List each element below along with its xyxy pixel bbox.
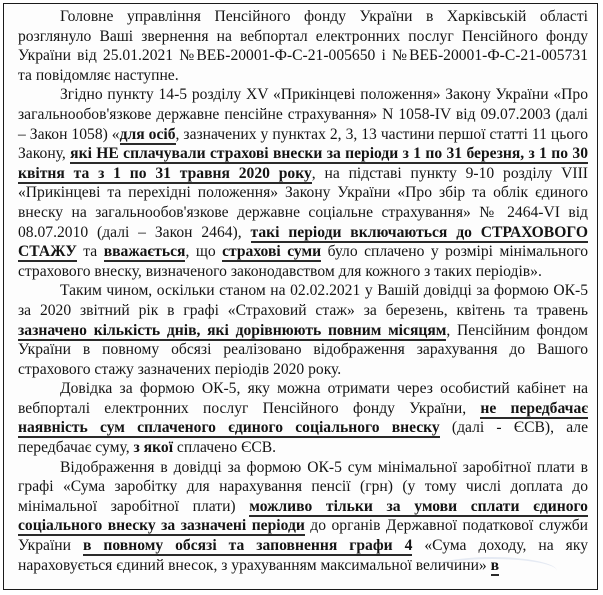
paragraph-law-reference — [18, 85, 588, 281]
emphasized-text: для осіб — [119, 125, 176, 143]
text-run: Головне управління Пенсійного фонду України в Харківській області розглянуло Ваші звернення на вебпортал електронних послуг Пенсійного фонду України від 25.01.2021 №ВЕБ-20001-Ф-С-21-005650 і №ВЕБ-20001-Ф-С-21-005731 та повідомляє наступне. — [18, 8, 588, 84]
emphasized-text: не передбачає наявність сум сплаченого єдиного соціального внеску — [18, 399, 588, 437]
scanned-letter-frame — [3, 3, 598, 590]
emphasized-text: з якої — [133, 439, 174, 457]
emphasized-text: можливо тільки за умови сплати єдиного соціального внеску за зазначені періоди — [18, 497, 588, 535]
emphasized-text: такі періоди включаються до СТРАХОВОГО СТАЖУ — [18, 223, 588, 261]
text-run: «Сума доходу, на яку нараховується єдиний внесок, з урахуванням максимальної величини» — [18, 537, 588, 574]
emphasized-text: вважається — [103, 243, 186, 261]
text-run: сплачено ЄСВ. — [173, 439, 277, 457]
text-run: Довідка за формою ОК-5, яку можна отримати через особистий кабінет на вебпорталі електронних послуг Пенсійного фонду України, — [18, 380, 588, 417]
emphasized-text: в повному обсязі та заповнення графи 4 — [82, 537, 413, 555]
letter-body — [18, 7, 588, 575]
text-run: та — [76, 243, 104, 261]
text-run: , зазначених у пунктах 2, 3, 13 частини першої статті 11 цього Закону, — [18, 125, 588, 163]
emphasized-text: зазначено кількість днів, які дорівнюють повним місяцям — [18, 321, 447, 339]
emphasized-text: страхові суми — [222, 243, 322, 261]
emphasized-text: які НЕ сплачували страхові внески за періоди з 1 по 31 березня, з 1 по 30 квітня та з 1 по 31 травня 2020 року — [18, 145, 588, 182]
text-run: (далі - ЄСВ), але передбачає суму, — [18, 419, 588, 457]
paragraph-conclusion — [18, 281, 588, 379]
faint-stamp-mark — [427, 557, 557, 585]
text-run: було сплачено у розмірі мінімального страхового внеску, визначеного законодавством для кожного з таких періодів». — [18, 243, 589, 280]
text-run: , на підставі пункту 9-10 розділу VIII «Прикінцеві та перехідні положення» Закону України «Про збір та облік єдиного внеску на загальнообов'язкове державне соціальне страхування» № 2464-VI від 08.07.2010 (далі – Закон 2464), — [18, 164, 588, 241]
text-run: до органів Державної податкової служби України — [18, 517, 588, 555]
paragraph-ok5-note — [18, 379, 588, 457]
text-run: Згідно пункту 14-5 розділу XV «Прикінцеві положення» Закону України «Про загальнообов'язкове державне пенсійне страхування» N 1058-IV від 09.07.2003 (далі – Закон 1058) « — [18, 86, 588, 143]
text-run: Відображення в довідці за формою ОК-5 сум мінімальної заробітної плати в графі «Сума заробітку для нарахування пенсії (грн) (у тому числі доплата до мінімальної заробітної плати) — [18, 458, 588, 515]
paragraph-intro — [18, 7, 588, 85]
emphasized-text: в — [490, 556, 500, 574]
text-run: Таким чином, оскільки станом на 02.02.2021 у Вашій довідці за формою ОК-5 за 2020 звітний рік в графі «Страховий стаж» за березень, квітень та травень — [18, 282, 588, 319]
text-run: , Пенсійним фондом України в повному обсязі реалізовано відображення зарахування до Вашого страхового стажу зазначених періодів 2020 року. — [18, 321, 588, 378]
text-run: , що — [185, 243, 223, 261]
